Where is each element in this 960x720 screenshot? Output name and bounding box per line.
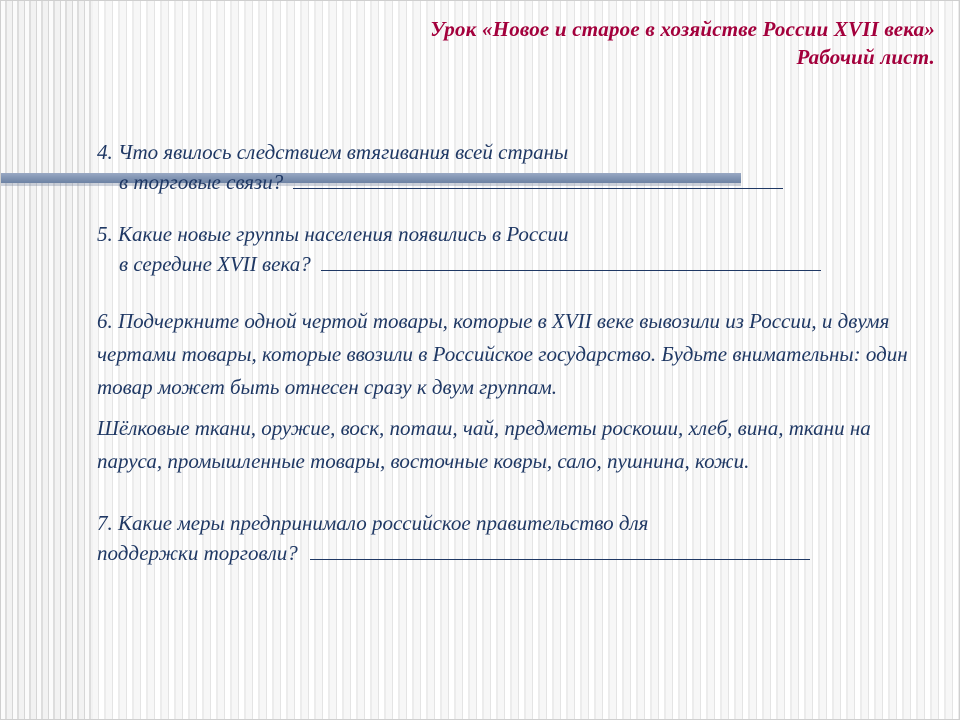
background-left-band — [1, 1, 93, 720]
question-6-items: Шёлковые ткани, оружие, воск, поташ, чай, предметы роскоши, хлеб, вина, ткани на паруса, промышленные товары, восточные ковры, сало, пушнина, кожи. — [97, 416, 871, 473]
question-6-paragraph: 6. Подчеркните одной чертой товары, которые в XVII веке вывозили из России, и двумя чертами товары, которые ввозили в Российское государство. Будьте внимательны: один товар может быть отнесен сразу к двум группам. — [97, 309, 908, 399]
slide-title — [345, 15, 935, 71]
question-5-line-2-text: в середине XVII века? — [119, 252, 311, 276]
answer-blank-5[interactable] — [321, 250, 821, 271]
question-4-line-1: 4. Что явилось следствием втягивания всей страны — [97, 140, 569, 164]
question-7-line-2-text: поддержки торговли? — [97, 541, 298, 565]
question-7-line-1: 7. Какие меры предпринимало российское правительство для — [97, 511, 649, 535]
question-5-line-2 — [97, 249, 925, 279]
question-4-line-2 — [97, 167, 925, 197]
slide-title-line-2: Рабочий лист. — [796, 45, 935, 69]
question-6 — [97, 305, 925, 478]
question-7 — [97, 508, 925, 568]
answer-blank-7[interactable] — [310, 539, 810, 560]
question-5-line-1: 5. Какие новые группы населения появились в России — [97, 222, 569, 246]
question-4-line-2-text: в торговые связи? — [119, 170, 284, 194]
answer-blank-4[interactable] — [293, 168, 783, 189]
worksheet-content — [97, 133, 925, 578]
question-7-line-2 — [97, 538, 925, 568]
question-5 — [97, 219, 925, 279]
slide-title-line-1: Урок «Новое и старое в хозяйстве России XVII века» — [430, 17, 935, 41]
question-4 — [97, 137, 925, 197]
